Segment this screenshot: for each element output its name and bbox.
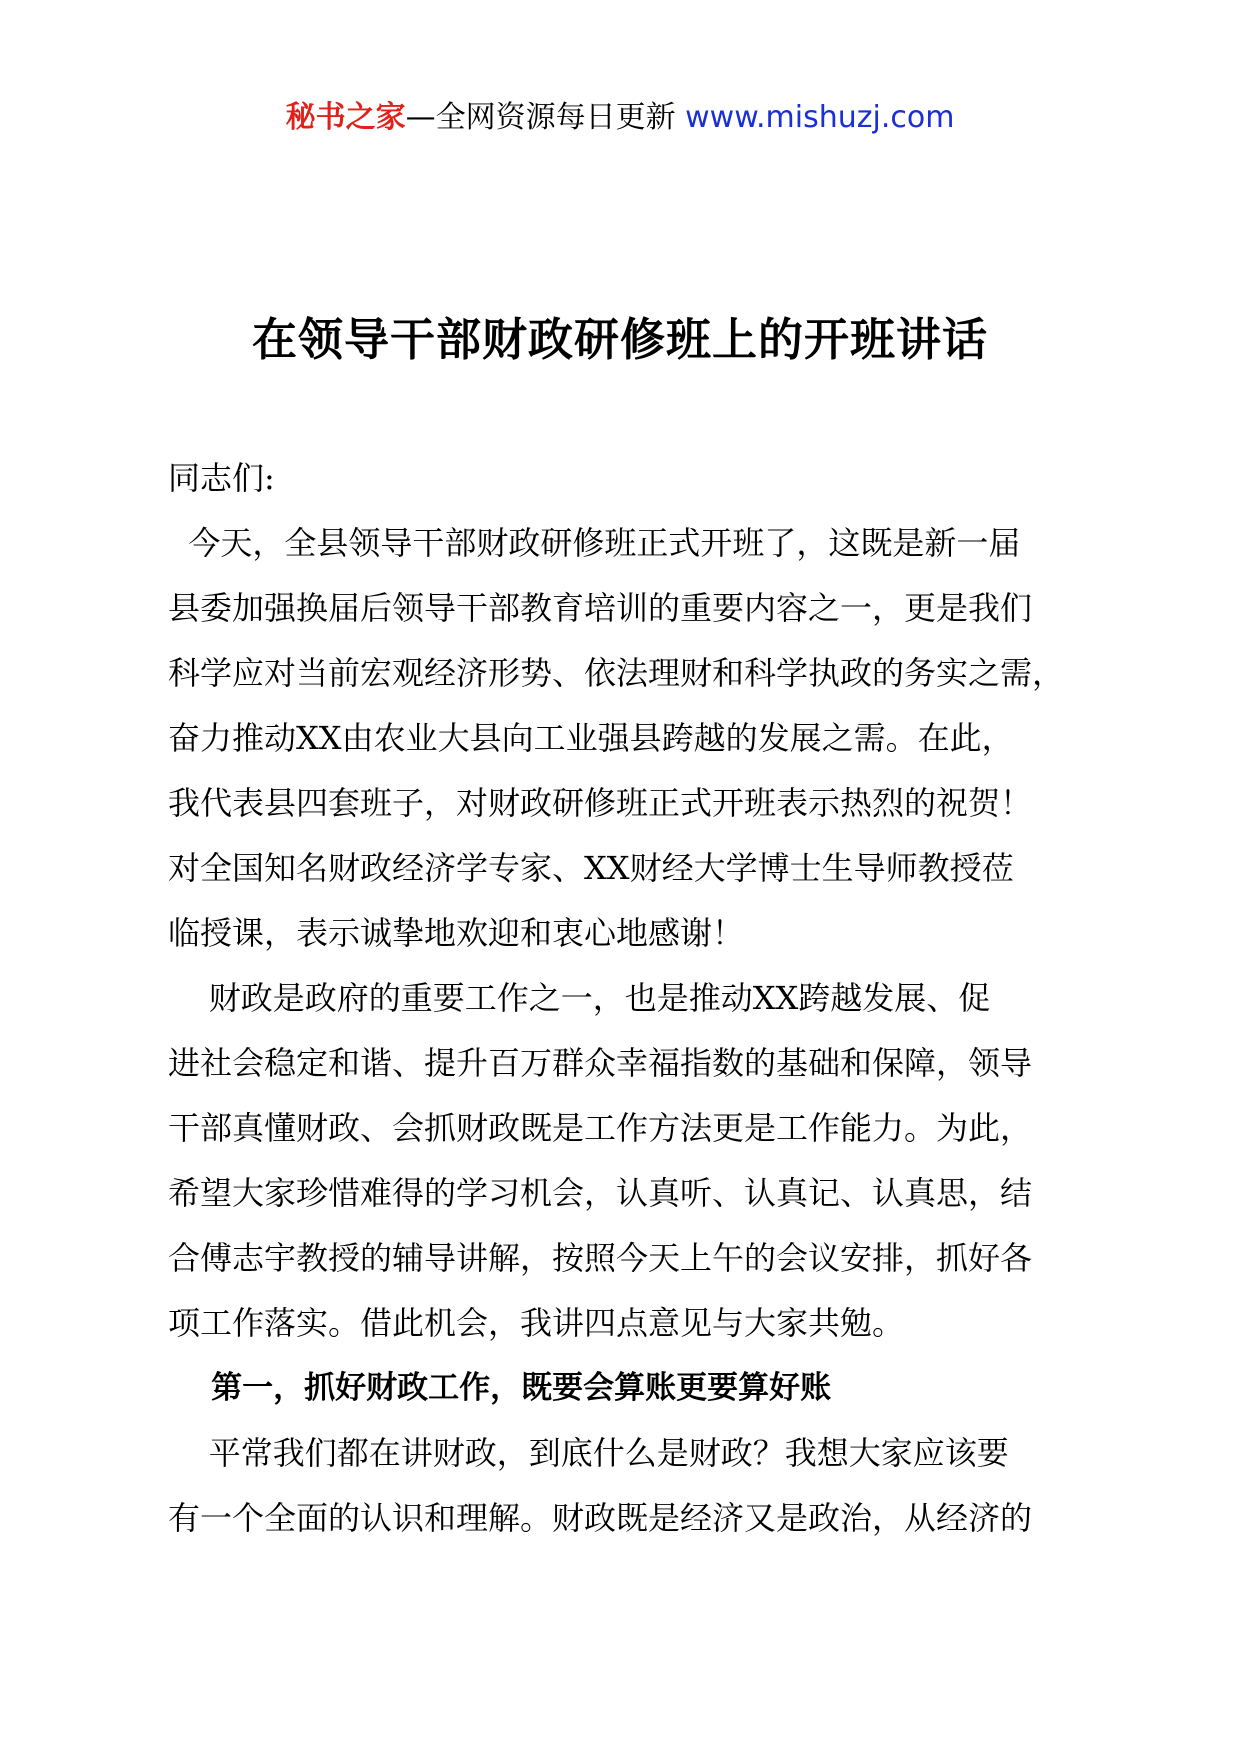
paragraph-line: 希望大家珍惜难得的学习机会，认真听、认真记、认真思，结	[168, 1174, 1033, 1212]
paragraph-line: 进社会稳定和谐、提升百万群众幸福指数的基础和保障，领导	[168, 1044, 1033, 1082]
section-heading: 第一，抓好财政工作，既要会算账更要算好账	[168, 1370, 832, 1406]
paragraph-line: 合傅志宇教授的辅导讲解，按照今天上午的会议安排，抓好各	[168, 1239, 1033, 1277]
paragraph-line: 奋力推动XX由农业大县向工业强县跨越的发展之需。在此，	[168, 719, 1014, 757]
paragraph-line: 财政是政府的重要工作之一，也是推动XX跨越发展、促	[168, 979, 991, 1017]
paragraph-line: 科学应对当前宏观经济形势、依法理财和科学执政的务实之需，	[168, 654, 1065, 692]
paragraph-line: 项工作落实。借此机会，我讲四点意见与大家共勉。	[168, 1304, 905, 1342]
brand-name: 秘书之家	[285, 100, 406, 135]
paragraph-line: 今天，全县领导干部财政研修班正式开班了，这既是新一届	[168, 524, 1021, 562]
page-header	[0, 98, 1240, 138]
paragraph-line: 对全国知名财政经济学专家、XX财经大学博士生导师教授莅	[168, 849, 1014, 887]
paragraph-line: 临授课，表示诚挚地欢迎和衷心地感谢！	[168, 914, 745, 952]
header-tagline: —全网资源每日更新	[405, 100, 686, 135]
paragraph-line: 平常我们都在讲财政，到底什么是财政？我想大家应该要	[168, 1434, 1009, 1472]
paragraph-line: 县委加强换届后领导干部教育培训的重要内容之一，更是我们	[168, 589, 1033, 627]
document-body	[168, 446, 1088, 1551]
paragraph-line: 我代表县四套班子，对财政研修班正式开班表示热烈的祝贺！	[168, 784, 1033, 822]
paragraph-line: 干部真懂财政、会抓财政既是工作方法更是工作能力。为此，	[168, 1109, 1033, 1147]
document-title: 在领导干部财政研修班上的开班讲话	[251, 313, 988, 366]
paragraph-line: 有一个全面的认识和理解。财政既是经济又是政治，从经济的	[168, 1499, 1033, 1537]
website-link[interactable]: www.mishuzj.com	[685, 100, 955, 135]
salutation: 同志们:	[168, 459, 275, 497]
